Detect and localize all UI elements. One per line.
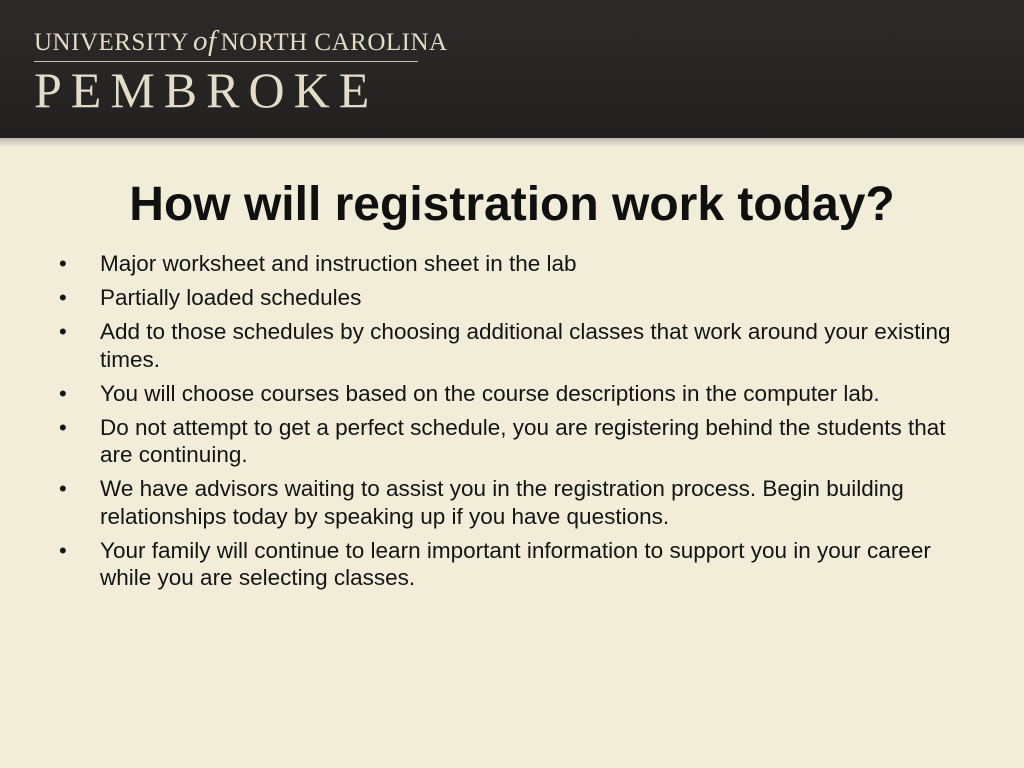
bullet-marker: •	[59, 380, 67, 406]
bullet-item	[56, 380, 966, 408]
logo-top-line	[34, 25, 448, 58]
bullet-text: Partially loaded schedules	[100, 285, 362, 310]
bullet-item	[56, 318, 966, 373]
bullet-marker: •	[59, 319, 67, 344]
bullet-text: Do not attempt to get a perfect schedule, you are registering behind the students that are continuing.	[100, 414, 946, 467]
bullet-text: You will choose courses based on the course descriptions in the computer lab.	[100, 380, 880, 406]
bullet-text: Your family will continue to learn important information to support you in your career while you are selecting classes.	[100, 537, 931, 590]
slide-title: How will registration work today?	[129, 178, 895, 231]
bullet-list	[56, 250, 966, 598]
bullet-item	[56, 475, 966, 530]
bullet-item	[56, 537, 966, 592]
logo-state-text: NORTH CAROLINA	[220, 29, 448, 56]
logo-divider	[34, 61, 418, 62]
bullet-item	[56, 250, 966, 278]
university-logo	[34, 25, 448, 118]
logo-of-text: of	[193, 25, 217, 57]
bullet-text: Major worksheet and instruction sheet in the lab	[100, 251, 577, 276]
logo-university-text: UNIVERSITY	[34, 29, 189, 56]
bullet-marker: •	[59, 414, 67, 440]
header-rule	[0, 138, 1024, 146]
bullet-item	[56, 414, 966, 469]
bullet-marker: •	[59, 537, 67, 563]
bullet-marker: •	[59, 285, 67, 310]
bullet-marker: •	[59, 476, 67, 501]
bullet-marker: •	[59, 251, 67, 276]
header-band	[0, 0, 1024, 138]
bullet-text: We have advisors waiting to assist you in the registration process. Begin building relationships today by speaking up if you have questions.	[100, 476, 904, 529]
logo-pembroke-text: PEMBROKE	[34, 62, 379, 118]
bullet-item	[56, 284, 966, 312]
bullet-text: Add to those schedules by choosing additional classes that work around your existing times.	[100, 319, 951, 372]
